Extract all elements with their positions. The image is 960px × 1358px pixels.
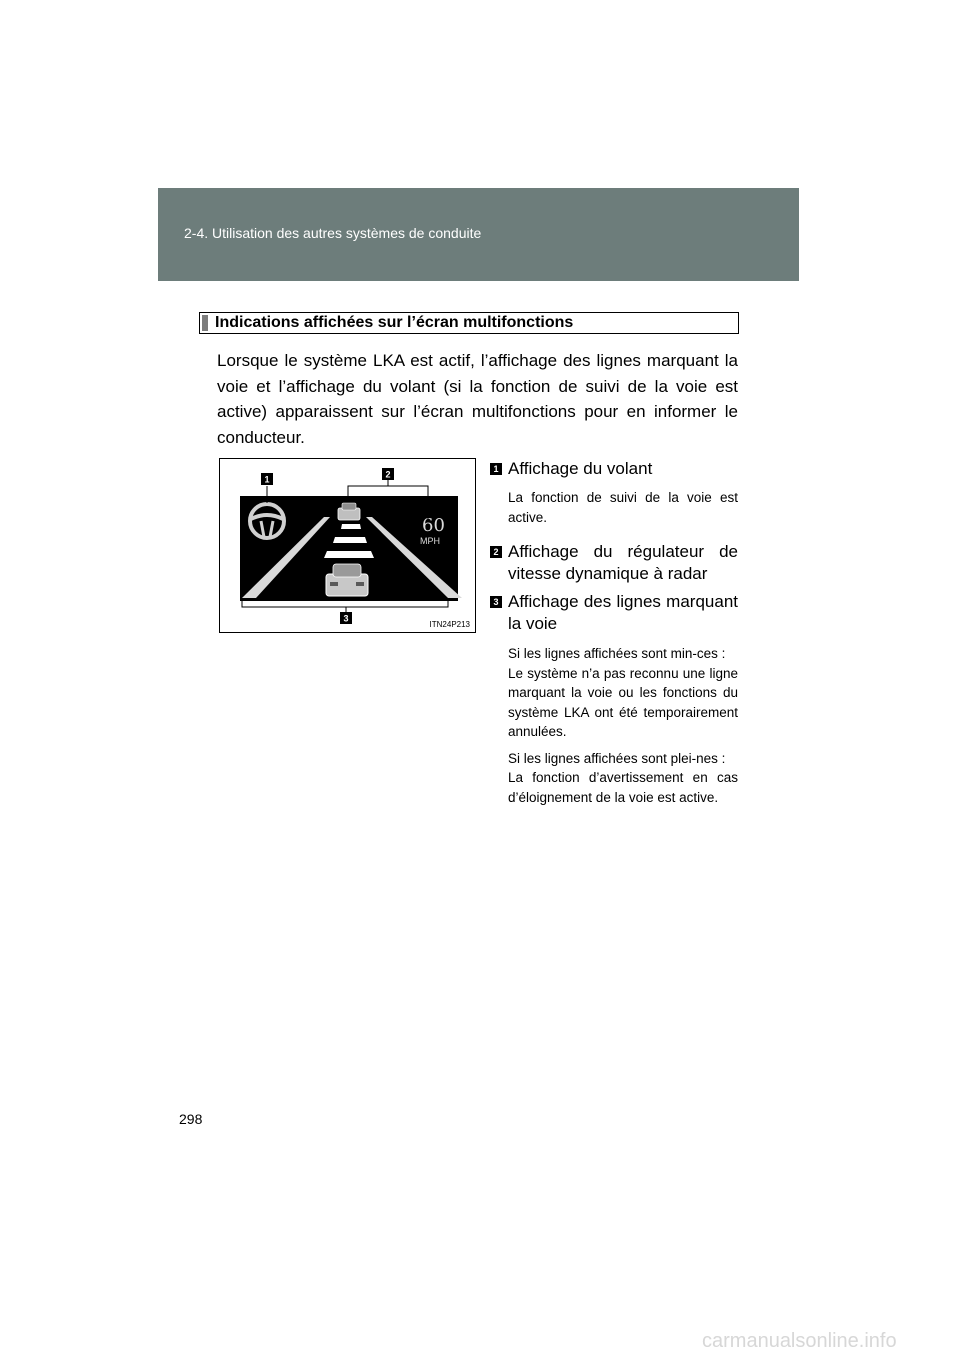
item-steering-wheel-display xyxy=(490,458,738,480)
multi-information-display-figure xyxy=(219,458,476,633)
watermark: carmanualsonline.info xyxy=(702,1330,897,1352)
callout-descriptions xyxy=(490,458,738,807)
item-lane-line-display xyxy=(490,591,738,635)
item-number: 3 xyxy=(490,596,502,608)
section-heading-marker xyxy=(202,315,208,331)
item-title: Affichage du volant xyxy=(508,459,653,478)
item-note: Si les lignes affichées sont plei-nes : La fonction d’avertissement en cas d’éloignement de la voie est active. xyxy=(508,750,738,805)
distance-bar-1 xyxy=(341,524,361,529)
distance-bar-2 xyxy=(333,537,367,543)
chapter-header-band xyxy=(158,188,799,281)
item-radar-cruise-display xyxy=(490,541,738,585)
page-number: 298 xyxy=(179,1111,203,1127)
item-number: 2 xyxy=(490,546,502,558)
callout-3-label: 3 xyxy=(343,613,349,624)
chapter-title: 2-4. Utilisation des autres systèmes de conduite xyxy=(184,225,482,241)
callout-2-label: 2 xyxy=(385,469,391,480)
lka-display-illustration xyxy=(220,459,477,634)
item-title: Affichage des lignes marquant la voie xyxy=(508,592,738,633)
speed-unit: MPH xyxy=(420,536,440,546)
item-number: 1 xyxy=(490,463,502,475)
speed-value: 60 xyxy=(422,515,445,536)
item-note: La fonction de suivi de la voie est active. xyxy=(508,490,738,525)
item-note: Si les lignes affichées sont min-ces : Le système n’a pas reconnu une ligne marquant la voie ou les fonctions du système LKA ont été temporairement annulées. xyxy=(508,646,738,739)
figure-code: ITN24P213 xyxy=(429,620,470,629)
callout-1-label: 1 xyxy=(264,474,270,485)
item-title: Affichage du régulateur de vitesse dynamique à radar xyxy=(508,542,738,583)
section-heading xyxy=(199,312,739,334)
section-title: Indications affichées sur l’écran multifonctions xyxy=(215,314,574,331)
distance-bar-3 xyxy=(324,551,374,558)
intro-paragraph: Lorsque le système LKA est actif, l’affichage des lignes marquant la voie et l’affichage du volant (si la fonction de suivi de la voie est active) apparaissent sur l’écran multifonctions pour en informer le conducteur. xyxy=(217,351,738,447)
